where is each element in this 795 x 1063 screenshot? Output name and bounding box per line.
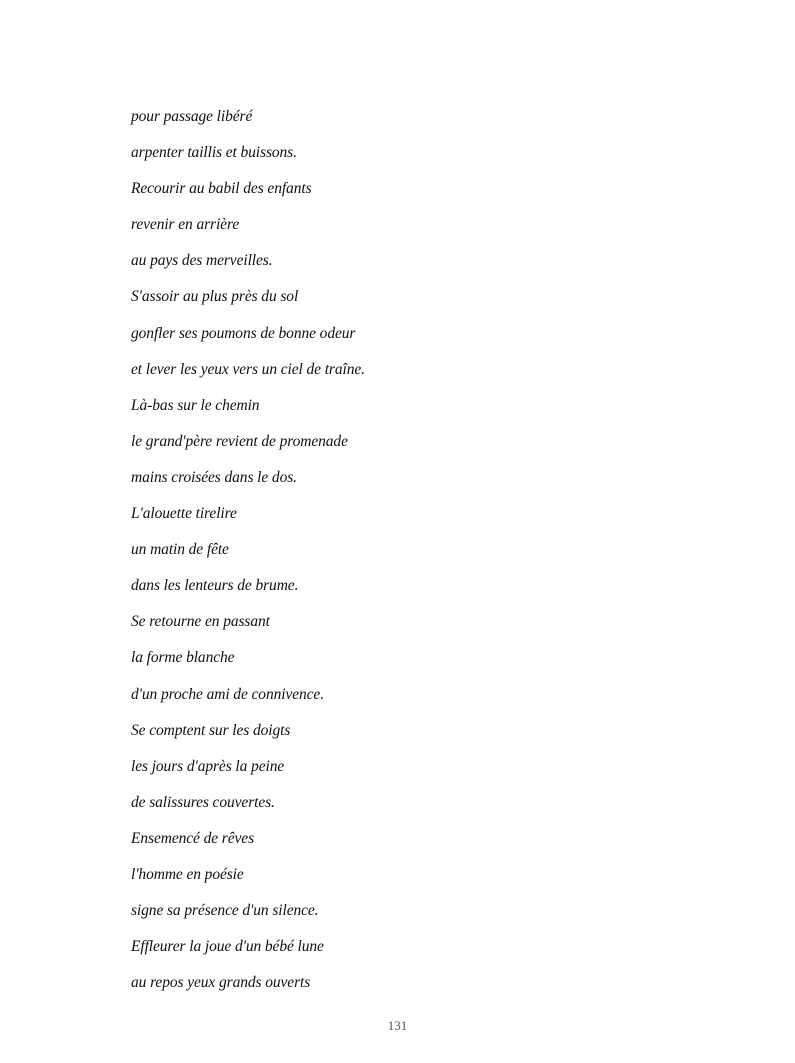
poem-line: le grand'père revient de promenade — [131, 432, 348, 450]
poem-line: S'assoir au plus près du sol — [131, 288, 299, 306]
poem-line: Se retourne en passant — [131, 613, 270, 631]
poem-line: Là-bas sur le chemin — [131, 396, 260, 414]
poem-line: Se comptent sur les doigts — [131, 721, 291, 739]
poem-line: l'homme en poésie — [131, 865, 244, 883]
poem-line: Effleurer la joue d'un bébé lune — [131, 938, 324, 956]
poem-line: L'alouette tirelire — [131, 505, 237, 523]
poem-line: un matin de fête — [131, 541, 229, 559]
poem-line: d'un proche ami de connivence. — [131, 685, 324, 703]
poem-line: arpenter taillis et buissons. — [131, 144, 297, 162]
poem-line: au pays des merveilles. — [131, 252, 273, 270]
poem-line: revenir en arrière — [131, 216, 240, 234]
poem-line: et lever les yeux vers un ciel de traîne. — [131, 360, 365, 378]
poem-line: Ensemencé de rêves — [131, 829, 254, 847]
poem-line: de salissures couvertes. — [131, 793, 275, 811]
poem-line: la forme blanche — [131, 649, 235, 667]
poem-body — [131, 99, 365, 1001]
poem-line: mains croisées dans le dos. — [131, 468, 297, 486]
poem-line: Recourir au babil des enfants — [131, 180, 312, 198]
poem-line: signe sa présence d'un silence. — [131, 902, 319, 920]
poem-line: les jours d'après la peine — [131, 757, 285, 775]
page-number: 131 — [387, 1018, 408, 1033]
poem-line: au repos yeux grands ouverts — [131, 974, 311, 992]
poem-line: dans les lenteurs de brume. — [131, 577, 299, 595]
poem-line: pour passage libéré — [131, 108, 253, 125]
poem-line: gonfler ses poumons de bonne odeur — [131, 324, 356, 342]
